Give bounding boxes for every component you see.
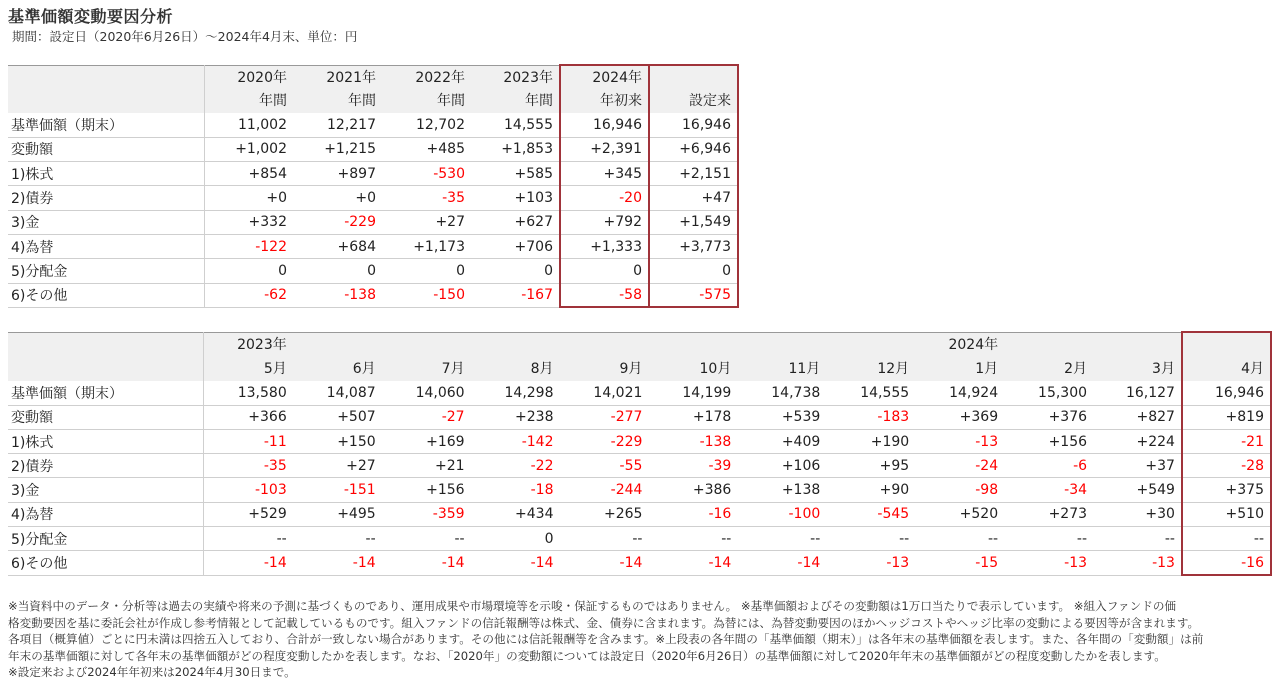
table-row xyxy=(8,527,1271,551)
table-cell: +178 xyxy=(648,405,737,429)
header-blank xyxy=(8,357,204,381)
column-header xyxy=(560,65,649,113)
table-cell: +95 xyxy=(826,454,915,478)
table-cell: +37 xyxy=(1093,454,1182,478)
table-cell: -530 xyxy=(382,162,471,186)
table-cell: -28 xyxy=(1182,454,1271,478)
table-cell: +103 xyxy=(471,186,560,210)
row-label: 基準価額（期末） xyxy=(8,113,204,137)
table-row xyxy=(8,210,738,234)
table-cell: -122 xyxy=(204,234,293,258)
table-cell: 16,946 xyxy=(560,113,649,137)
table-cell: 14,298 xyxy=(471,381,560,405)
table-cell: -138 xyxy=(293,283,382,307)
year-header-april-highlight xyxy=(1182,332,1271,357)
month-header: 2月 xyxy=(1004,357,1093,381)
table-cell: 13,580 xyxy=(204,381,293,405)
page-title: 基準価額変動要因分析 xyxy=(8,7,174,26)
table-cell: -35 xyxy=(382,186,471,210)
table-cell: -229 xyxy=(293,210,382,234)
month-header: 4月 xyxy=(1182,357,1271,381)
table-cell: 16,127 xyxy=(1093,381,1182,405)
table-cell: +90 xyxy=(826,478,915,502)
column-header xyxy=(471,65,560,113)
footnote-line: 各項目（概算値）ごとに円未満は四捨五入しており、合計が一致しない場合があります。その他には信託報酬等を含みます。※上段表の各年間の「基準価額（期末）」は各年末の基準価額を表します。また、各年間の「変動額」は前 xyxy=(8,632,1204,646)
table-cell: -150 xyxy=(382,283,471,307)
year-header-2023: 2023年 xyxy=(204,332,293,357)
column-header-line1: 2023年 xyxy=(503,70,553,86)
table-cell: -16 xyxy=(1182,551,1271,575)
table-cell: 0 xyxy=(560,259,649,283)
table-cell: -15 xyxy=(915,551,1004,575)
table-cell: -16 xyxy=(648,502,737,526)
row-label: 1)株式 xyxy=(8,429,204,453)
table-cell: +366 xyxy=(204,405,293,429)
annual-factor-table xyxy=(8,64,739,308)
footnotes xyxy=(8,598,1272,681)
table-cell: +706 xyxy=(471,234,560,258)
column-header-line1: 2020年 xyxy=(237,70,287,86)
table-cell: -13 xyxy=(826,551,915,575)
table-cell: -62 xyxy=(204,283,293,307)
table-cell: -277 xyxy=(560,405,649,429)
table-row xyxy=(8,283,738,307)
table-cell: -39 xyxy=(648,454,737,478)
table-cell: +1,549 xyxy=(649,210,738,234)
table-cell: -244 xyxy=(560,478,649,502)
column-header-line2: 設定来 xyxy=(689,93,731,109)
table-cell: -- xyxy=(560,527,649,551)
table-cell: +21 xyxy=(382,454,471,478)
table-row xyxy=(8,113,738,137)
table-cell: -35 xyxy=(204,454,293,478)
table-cell: -103 xyxy=(204,478,293,502)
table-cell: +1,173 xyxy=(382,234,471,258)
table-cell: -11 xyxy=(204,429,293,453)
year-header-spacer xyxy=(293,332,915,357)
table-cell: +0 xyxy=(293,186,382,210)
table-cell: +156 xyxy=(382,478,471,502)
month-header: 6月 xyxy=(293,357,382,381)
month-header: 8月 xyxy=(471,357,560,381)
table-cell: +376 xyxy=(1004,405,1093,429)
table-cell: +150 xyxy=(293,429,382,453)
table-cell: -14 xyxy=(737,551,826,575)
table-cell: -- xyxy=(204,527,293,551)
table-cell: +627 xyxy=(471,210,560,234)
table-cell: -359 xyxy=(382,502,471,526)
table-cell: +369 xyxy=(915,405,1004,429)
table-cell: -183 xyxy=(826,405,915,429)
table-cell: -- xyxy=(382,527,471,551)
year-header-spacer xyxy=(1004,332,1182,357)
table-cell: -14 xyxy=(293,551,382,575)
table-cell: 14,555 xyxy=(826,381,915,405)
row-label: 2)債券 xyxy=(8,454,204,478)
row-label: 1)株式 xyxy=(8,162,204,186)
table-row xyxy=(8,429,1271,453)
table-cell: +819 xyxy=(1182,405,1271,429)
column-header-line1: 2021年 xyxy=(326,70,376,86)
month-header: 5月 xyxy=(204,357,293,381)
table-cell: +27 xyxy=(293,454,382,478)
table-cell: -- xyxy=(1093,527,1182,551)
footnote-line: ※設定来および2024年年初来は2024年4月30日まで。 xyxy=(8,665,296,679)
table-cell: -138 xyxy=(648,429,737,453)
table-cell: +238 xyxy=(471,405,560,429)
table-row xyxy=(8,234,738,258)
column-header-line2: 年間 xyxy=(525,93,553,109)
table-cell: -14 xyxy=(648,551,737,575)
header-blank xyxy=(8,65,204,113)
month-header: 3月 xyxy=(1093,357,1182,381)
table-cell: 16,946 xyxy=(649,113,738,137)
row-label: 3)金 xyxy=(8,210,204,234)
table-cell: +2,391 xyxy=(560,137,649,161)
row-label: 5)分配金 xyxy=(8,259,204,283)
table-cell: +510 xyxy=(1182,502,1271,526)
table-row xyxy=(8,502,1271,526)
table-row xyxy=(8,259,738,283)
header-blank xyxy=(8,332,204,357)
table-cell: 11,002 xyxy=(204,113,293,137)
column-header-line2: 年間 xyxy=(259,93,287,109)
table-cell: +507 xyxy=(293,405,382,429)
footnote-line: ※当資料中のデータ・分析等は過去の実績や将来の予測に基づくものであり、運用成果や市場環境等を示唆・保証するものではありません。 ※基準価額およびその変動額は1万口当たりで表示しています。 ※組入ファンドの価 xyxy=(8,599,1177,613)
table-cell: +332 xyxy=(204,210,293,234)
table-row xyxy=(8,478,1271,502)
row-label: 変動額 xyxy=(8,405,204,429)
row-label: 3)金 xyxy=(8,478,204,502)
table-cell: +520 xyxy=(915,502,1004,526)
table-cell: -575 xyxy=(649,283,738,307)
column-header-line2: 年間 xyxy=(348,93,376,109)
table-cell: +827 xyxy=(1093,405,1182,429)
table-cell: +47 xyxy=(649,186,738,210)
table-cell: +549 xyxy=(1093,478,1182,502)
column-header-line1: 2024年 xyxy=(592,70,642,86)
table-cell: +386 xyxy=(648,478,737,502)
table-cell: 14,021 xyxy=(560,381,649,405)
table-cell: +409 xyxy=(737,429,826,453)
table-cell: +106 xyxy=(737,454,826,478)
table-cell: 14,738 xyxy=(737,381,826,405)
table-cell: 0 xyxy=(204,259,293,283)
month-header: 1月 xyxy=(915,357,1004,381)
table-cell: 0 xyxy=(382,259,471,283)
table-cell: 0 xyxy=(649,259,738,283)
table-cell: -167 xyxy=(471,283,560,307)
table-cell: +2,151 xyxy=(649,162,738,186)
table-cell: +265 xyxy=(560,502,649,526)
table-row xyxy=(8,381,1271,405)
table-cell: 15,300 xyxy=(1004,381,1093,405)
row-label: 基準価額（期末） xyxy=(8,381,204,405)
table-cell: +434 xyxy=(471,502,560,526)
table-cell: +30 xyxy=(1093,502,1182,526)
table-cell: -14 xyxy=(560,551,649,575)
table-row xyxy=(8,405,1271,429)
month-header: 9月 xyxy=(560,357,649,381)
row-label: 5)分配金 xyxy=(8,527,204,551)
table-cell: -13 xyxy=(1004,551,1093,575)
month-header: 12月 xyxy=(826,357,915,381)
table-cell: +792 xyxy=(560,210,649,234)
table-cell: +684 xyxy=(293,234,382,258)
table-cell: -100 xyxy=(737,502,826,526)
table-row xyxy=(8,454,1271,478)
month-header: 7月 xyxy=(382,357,471,381)
table-cell: -20 xyxy=(560,186,649,210)
table-cell: +539 xyxy=(737,405,826,429)
column-header-line2: 年間 xyxy=(437,93,465,109)
table-cell: -- xyxy=(648,527,737,551)
month-header: 10月 xyxy=(648,357,737,381)
column-header xyxy=(649,65,738,113)
row-label: 4)為替 xyxy=(8,502,204,526)
table-cell: 12,217 xyxy=(293,113,382,137)
footnote-line: 格変動要因を基に委託会社が作成し参考情報として記載しているものです。組入ファンドの信託報酬等は株式、金、債券に含まれます。為替には、為替変動要因のほかヘッジコストやヘッジ比率の変動による要因等が含まれます。 xyxy=(8,615,1200,630)
table-cell: -13 xyxy=(1093,551,1182,575)
table-cell: -229 xyxy=(560,429,649,453)
table-cell: +585 xyxy=(471,162,560,186)
table-cell: -22 xyxy=(471,454,560,478)
table-cell: -- xyxy=(826,527,915,551)
table-cell: +273 xyxy=(1004,502,1093,526)
table-cell: +375 xyxy=(1182,478,1271,502)
table-cell: -- xyxy=(1004,527,1093,551)
table-cell: -14 xyxy=(382,551,471,575)
table-cell: -14 xyxy=(204,551,293,575)
row-label: 変動額 xyxy=(8,137,204,161)
table-cell: +897 xyxy=(293,162,382,186)
table-cell: +529 xyxy=(204,502,293,526)
table-cell: -24 xyxy=(915,454,1004,478)
monthly-factor-table xyxy=(8,331,1272,576)
table-cell: -18 xyxy=(471,478,560,502)
table-cell: +190 xyxy=(826,429,915,453)
table-cell: 16,946 xyxy=(1182,381,1271,405)
column-header xyxy=(293,65,382,113)
table-cell: +345 xyxy=(560,162,649,186)
page-subtitle: 期間：設定日（2020年6月26日）～2024年4月末、単位：円 xyxy=(12,29,358,44)
table-cell: 14,555 xyxy=(471,113,560,137)
table-cell: -- xyxy=(293,527,382,551)
table-cell: 14,924 xyxy=(915,381,1004,405)
table-cell: +1,853 xyxy=(471,137,560,161)
footnote-line: 年末の基準価額に対して各年末の基準価額がどの程度変動したかを表します。なお、「2020年」の変動額については設定日（2020年6月26日）の基準価額に対して2020年年末の基準価額がどの程度変動したかを表します。 xyxy=(8,648,1166,663)
table-cell: -151 xyxy=(293,478,382,502)
table-cell: +854 xyxy=(204,162,293,186)
table-cell: +0 xyxy=(204,186,293,210)
table-cell: +485 xyxy=(382,137,471,161)
table-row xyxy=(8,162,738,186)
table-cell: -34 xyxy=(1004,478,1093,502)
table-cell: 14,060 xyxy=(382,381,471,405)
month-header-row xyxy=(8,357,1271,381)
year-header-2024: 2024年 xyxy=(915,332,1004,357)
table-cell: 12,702 xyxy=(382,113,471,137)
table-cell: 0 xyxy=(471,259,560,283)
table-cell: -21 xyxy=(1182,429,1271,453)
table-cell: +6,946 xyxy=(649,137,738,161)
table-row xyxy=(8,551,1271,575)
row-label: 4)為替 xyxy=(8,234,204,258)
table-cell: 0 xyxy=(471,527,560,551)
table-cell: -- xyxy=(737,527,826,551)
table-cell: -14 xyxy=(471,551,560,575)
month-header: 11月 xyxy=(737,357,826,381)
table-cell: +495 xyxy=(293,502,382,526)
table-cell: +138 xyxy=(737,478,826,502)
table-header-row xyxy=(8,65,738,113)
table-cell: +3,773 xyxy=(649,234,738,258)
table-cell: -55 xyxy=(560,454,649,478)
table-cell: +1,002 xyxy=(204,137,293,161)
row-label: 6)その他 xyxy=(8,283,204,307)
table-cell: +156 xyxy=(1004,429,1093,453)
column-header-line1 xyxy=(656,67,731,89)
column-header-line1: 2022年 xyxy=(415,70,465,86)
table-row xyxy=(8,186,738,210)
row-label: 2)債券 xyxy=(8,186,204,210)
table-cell: -27 xyxy=(382,405,471,429)
year-header-row xyxy=(8,332,1271,357)
table-cell: -98 xyxy=(915,478,1004,502)
table-row xyxy=(8,137,738,161)
table-cell: -- xyxy=(1182,527,1271,551)
table-cell: +1,333 xyxy=(560,234,649,258)
table-cell: +169 xyxy=(382,429,471,453)
table-cell: -- xyxy=(915,527,1004,551)
table-cell: 14,199 xyxy=(648,381,737,405)
table-cell: 14,087 xyxy=(293,381,382,405)
row-label: 6)その他 xyxy=(8,551,204,575)
table-cell: -58 xyxy=(560,283,649,307)
table-cell: +27 xyxy=(382,210,471,234)
table-cell: -13 xyxy=(915,429,1004,453)
column-header xyxy=(204,65,293,113)
table-cell: -142 xyxy=(471,429,560,453)
table-cell: 0 xyxy=(293,259,382,283)
table-cell: -6 xyxy=(1004,454,1093,478)
column-header xyxy=(382,65,471,113)
table-cell: +224 xyxy=(1093,429,1182,453)
column-header-line2: 年初来 xyxy=(600,93,642,109)
table-cell: +1,215 xyxy=(293,137,382,161)
table-cell: -545 xyxy=(826,502,915,526)
